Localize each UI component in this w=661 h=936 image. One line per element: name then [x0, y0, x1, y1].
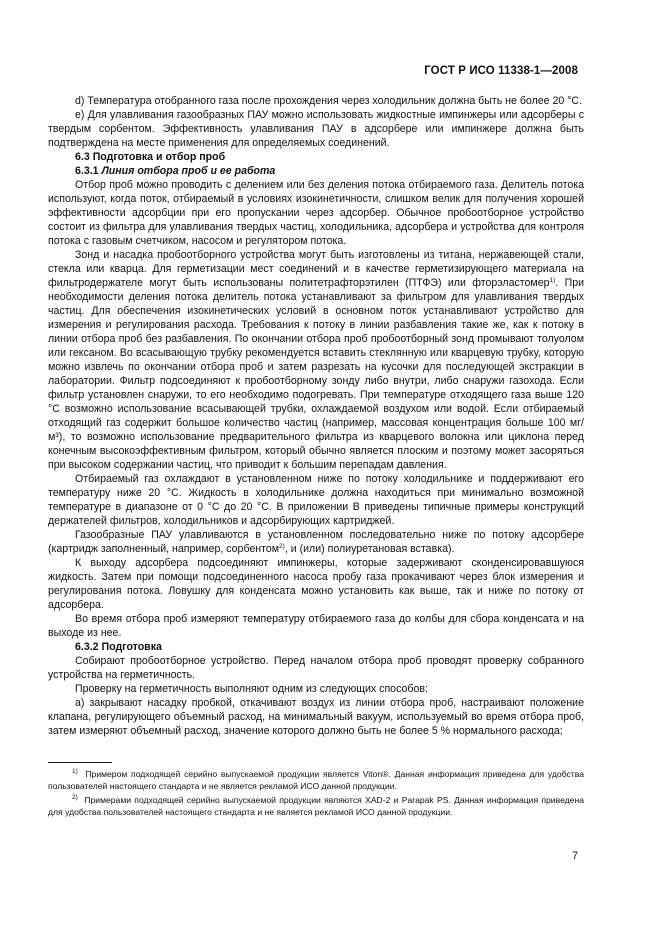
paragraph-sampling-split: Отбор проб можно проводить с делением или без деления потока отбираемого газа. Делитель потока используют, когда поток, отбираемый в условиях изокинетичности, слишком велик для получения хорошей эффективности адсорбции при его пропускании через адсорбер. Обычное пробоотборное устройство состоит из фильтра для улавливания твердых частиц, холодильника, адсорбера и устройства для контроля потока с газовым счетчиком, насосом и регулятором потока.	[48, 179, 584, 247]
footnote-mark: 2)	[72, 794, 78, 801]
section-title: Подготовка и отбор проб	[92, 151, 226, 163]
paragraph-text: Газообразные ПАУ улавливаются в установленном последовательно ниже по потоку адсорбере (картридж заполненный, например, сорбентом	[48, 529, 584, 555]
section-title: Подготовка	[101, 641, 162, 653]
paragraph-probe-materials	[48, 248, 584, 472]
paragraph-impingers: К выходу адсорбера подсоединяют импинжеры, которые задерживают сконденсировавшуюся жидкость. Затем при помощи подсоединенного насоса пробу газа прокачивают через блок измерения и регулирования потока. Ловушку для конденсата можно установить как выше, так и ниже по потоку от адсорбера.	[48, 557, 584, 611]
paragraph-d: d) Температура отобранного газа после прохождения через холодильник должна быть не более 20 °C.	[75, 95, 583, 107]
paragraph-e: e) Для улавливания газообразных ПАУ можно использовать жидкостные импинжеры или адсорберы с твердым сорбентом. Эффективность улавливания ПАУ в адсорбере или импинжере должна быть подтверждена на месте применения для определяемых соединений.	[48, 109, 584, 149]
paragraph-a: a) закрывают насадку пробкой, откачивают воздух из линии отбора проб, настраивают положение клапана, регулирующего объемный расход, на минимальный вакуум, используемый во время отбора проб, затем измеряют объемный расход, значение которого должно быть не более 5 % нормального расхода;	[48, 697, 584, 737]
section-number: 6.3	[75, 151, 90, 163]
footnote-divider	[48, 762, 112, 763]
standard-header: ГОСТ Р ИСО 11338-1—2008	[424, 65, 578, 77]
paragraph-leak-check: Проверку на герметичность выполняют одним из следующих способов:	[75, 683, 428, 695]
footnote-text: Примером подходящей серийно выпускаемой продукции является Viton®. Данная информация приведена для удобства пользователей настоящего стандарта и не является рекламой ИСО данной продукции.	[48, 769, 584, 791]
paragraph-assembly: Собирают пробоотборное устройство. Перед началом отбора проб проводят проверку собранного устройства на герметичность.	[48, 655, 584, 681]
section-heading-6-3-2	[48, 640, 584, 654]
paragraph-adsorber	[48, 528, 584, 556]
footnote-2	[48, 794, 584, 818]
footnotes	[48, 768, 584, 820]
page-number: 7	[572, 850, 578, 862]
paragraph-cooling: Отбираемый газ охлаждают в установленном ниже по потоку холодильнике и поддерживают его температуру ниже 20 °C. Жидкость в холодильнике должна находиться при минимально возможной температуре в диапазоне от 0 °C до 20 °C. В приложении В приведены типичные примеры конструкций держателей фильтров, холодильников и адсорбирующих картриджей.	[48, 473, 584, 527]
section-heading-6-3	[48, 150, 584, 164]
section-title: Линия отбора проб и ее работа	[101, 165, 276, 177]
footnote-ref-1: 1)	[549, 277, 556, 284]
section-number: 6.3.1	[75, 165, 99, 177]
paragraph-temperature: Во время отбора проб измеряют температуру отбираемого газа до колбы для сбора конденсата и на выходе из нее.	[48, 613, 584, 639]
document-body	[48, 94, 584, 738]
paragraph-text: Зонд и насадка пробоотборного устройства могут быть изготовлены из титана, нержавеющей стали, стекла или кварца. Для герметизации мест соединений и в качестве герметизирующего материала на фильтродержателе могут быть использованы политетрафторэтилен (ПТФЭ) или фторэластомер	[48, 249, 584, 289]
paragraph-text: , и (или) полиуретановая вставка).	[284, 543, 455, 555]
footnote-text: Примерами подходящей серийно выпускаемой продукции являются XAD-2 и Parapak PS. Данная информация приведена для удобства пользователей настоящего стандарта и не является рекламой ИСО данной продукции.	[48, 795, 584, 817]
footnote-1	[48, 768, 584, 792]
footnote-mark: 1)	[72, 768, 78, 775]
footnote-ref-2: 2)	[279, 543, 285, 550]
paragraph-text: . При необходимости деления потока делитель потока устанавливают за фильтром для улавливания твердых частиц. Для обеспечения изокинетических условий в основном поток устанавливают устройство для измерения и регулирования расхода. Требования к потоку в линии разбавления такие же, как к потоку в линии отбора проб без разбавления. По окончании отбора проб пробоотборный зонд промывают толуолом или гексаном. Во всасывающую трубку рекомендуется вставить стеклянную или кварцевую трубку, которую можно извлечь по окончании отбора проб и затем разрезать на кусочки для последующей экстракции в лаборатории. Фильтр подсоединяют к пробоотборному зонду либо внутри, либо снаружи газохода. Если фильтр установлен снаружи, то его необходимо подогревать. При температуре отходящего газа выше 120 °C возможно использование всасывающей трубки, охлаждаемой воздухом или водой. Если отбираемый отходящий газ содержит большое количество частиц (например, массовая концентрация больше 100 мг/м³), то возможно использование предварительного фильтра из кварцевого волокна или циклона перед конечным высокоэффективным фильтром, который обычно является плоским и поэтому может засоряться при высоком содержании частиц, что приводит к большим перепадам давления.	[48, 277, 585, 471]
section-number: 6.3.2	[75, 641, 99, 653]
section-heading-6-3-1	[48, 164, 584, 178]
